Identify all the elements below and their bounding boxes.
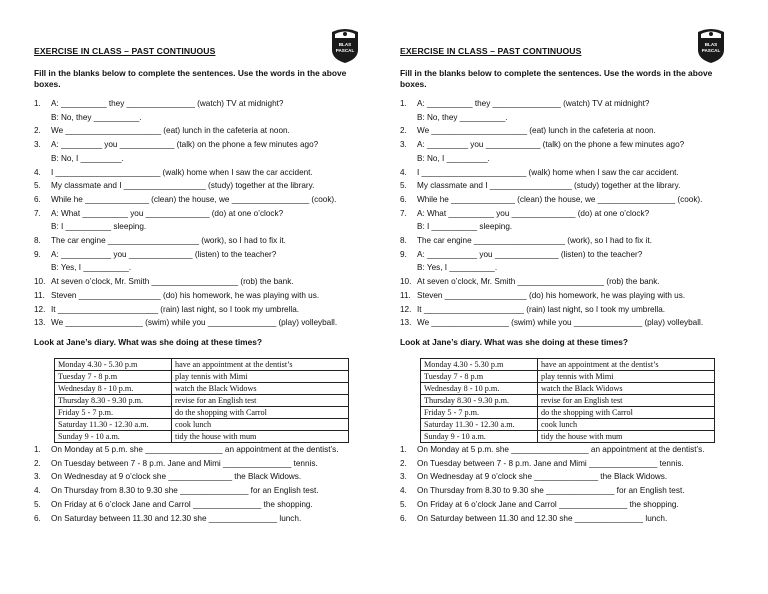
exercise-item	[34, 303, 374, 317]
question-text: On Tuesday between 7 - 8 p.m. Jane and Mimi _______________ tennis.	[51, 458, 318, 468]
item-number: 8.	[400, 236, 407, 246]
diary-activity: have an appointment at the dentist’s	[172, 359, 349, 371]
question-number: 4.	[400, 486, 407, 496]
item-text: A: ___________ you ______________ (listen) to the teacher?	[51, 249, 277, 259]
diary-question	[400, 498, 740, 512]
question-number: 3.	[400, 472, 407, 482]
item-text: We _____________________ (eat) lunch in the cafeteria at noon.	[417, 126, 656, 136]
item-number: 12.	[34, 304, 46, 314]
logo-text-line1: BLAS	[704, 42, 718, 47]
item-number: 3.	[34, 140, 41, 150]
logo-text-line1: BLAS	[338, 42, 352, 47]
exercise-item	[400, 207, 740, 221]
exercise-item	[400, 234, 740, 248]
diary-time: Saturday 11.30 - 12.30 a.m.	[421, 419, 538, 431]
exercise-1-list	[400, 97, 740, 330]
item-answer-line: B: I __________ sleeping.	[51, 222, 147, 232]
diary-time: Wednesday 8 - 10 p.m.	[421, 383, 538, 395]
item-text: The car engine ____________________ (work), so I had to fix it.	[51, 236, 286, 246]
exercise-item	[34, 138, 374, 152]
diary-time: Monday 4.30 - 5.30 p.m	[55, 359, 172, 371]
diary-activity: watch the Black Widows	[538, 383, 715, 395]
jane-diary-table	[420, 358, 715, 443]
section-2-title: Look at Jane’s diary. What was she doing at these times?	[34, 337, 263, 347]
item-text: A: What __________ you ______________ (do) at one o’clock?	[417, 208, 650, 218]
diary-activity: do the shopping with Carrol	[172, 407, 349, 419]
section-2-title: Look at Jane’s diary. What was she doing at these times?	[400, 337, 629, 347]
instructions: Fill in the blanks below to complete the sentences. Use the words in the above boxes.	[34, 68, 347, 89]
exercise-item	[400, 138, 740, 152]
question-text: On Wednesday at 9 o’clock she ______________ the Black Widows.	[417, 472, 668, 482]
diary-question	[34, 443, 374, 457]
diary-question	[400, 484, 740, 498]
exercise-2-list	[400, 443, 740, 525]
exercise-item	[400, 124, 740, 138]
diary-time: Saturday 11.30 - 12.30 a.m.	[55, 419, 172, 431]
item-number: 3.	[400, 140, 407, 150]
logo-text-line2: PASCAL	[335, 48, 355, 53]
question-number: 2.	[34, 458, 41, 468]
exercise-2-list	[34, 443, 374, 525]
school-crest-logo	[696, 24, 726, 64]
item-text: The car engine ____________________ (work), so I had to fix it.	[417, 236, 652, 246]
question-text: On Thursday from 8.30 to 9.30 she _______________ for an English test.	[417, 486, 685, 496]
exercise-item	[34, 166, 374, 180]
item-number: 12.	[400, 304, 412, 314]
diary-question	[400, 470, 740, 484]
question-text: On Wednesday at 9 o’clock she ______________ the Black Widows.	[51, 472, 302, 482]
school-crest-logo	[330, 24, 360, 64]
diary-row	[421, 395, 715, 407]
diary-activity: play tennis with Mimi	[172, 371, 349, 383]
item-text: A: What __________ you ______________ (do) at one o’clock?	[51, 208, 284, 218]
item-text: While he ______________ (clean) the house, we _________________ (cook).	[51, 194, 337, 204]
exercise-1-list	[34, 97, 374, 330]
instructions: Fill in the blanks below to complete the sentences. Use the words in the above boxes.	[400, 68, 713, 89]
exercise-item	[400, 193, 740, 207]
item-number: 7.	[34, 208, 41, 218]
diary-activity: watch the Black Widows	[172, 383, 349, 395]
item-text: A: __________ they _______________ (watch) TV at midnight?	[417, 99, 650, 108]
worksheet-copy-right	[400, 0, 766, 594]
diary-row	[55, 395, 349, 407]
question-text: On Friday at 6 o’clock Jane and Carrol _______________ the shopping.	[51, 499, 313, 509]
question-number: 4.	[34, 486, 41, 496]
diary-activity: do the shopping with Carrol	[538, 407, 715, 419]
item-number: 9.	[400, 249, 407, 259]
exercise-item	[400, 303, 740, 317]
item-number: 1.	[400, 99, 407, 108]
item-text: It ______________________ (rain) last night, so I took my umbrella.	[51, 304, 300, 314]
item-number: 1.	[34, 99, 41, 108]
item-text: At seven o’clock, Mr. Smith ___________________ (rob) the bank.	[417, 277, 660, 287]
diary-row	[421, 407, 715, 419]
item-answer-line: B: Yes, I __________.	[417, 263, 498, 273]
item-text: We _____________________ (eat) lunch in the cafeteria at noon.	[51, 126, 290, 136]
question-text: On Friday at 6 o’clock Jane and Carrol _______________ the shopping.	[417, 499, 679, 509]
diary-time: Thursday 8.30 - 9.30 p.m.	[55, 395, 172, 407]
item-text: Steven __________________ (do) his homework, he was playing with us.	[51, 290, 320, 300]
exercise-item	[400, 248, 740, 262]
diary-row	[55, 383, 349, 395]
worksheet-title: EXERCISE IN CLASS – PAST CONTINUOUS	[400, 46, 582, 56]
diary-time: Thursday 8.30 - 9.30 p.m.	[421, 395, 538, 407]
diary-row	[55, 431, 349, 443]
item-text: While he ______________ (clean) the house, we _________________ (cook).	[417, 194, 703, 204]
item-number: 13.	[400, 318, 412, 328]
diary-row	[421, 419, 715, 431]
diary-question	[34, 498, 374, 512]
item-text: We _________________ (swim) while you _______________ (play) volleyball.	[417, 318, 704, 328]
item-number: 8.	[34, 236, 41, 246]
exercise-item	[400, 179, 740, 193]
diary-activity: tidy the house with mum	[538, 431, 715, 443]
item-text: At seven o’clock, Mr. Smith ___________________ (rob) the bank.	[51, 277, 294, 287]
diary-row	[55, 359, 349, 371]
question-number: 6.	[34, 513, 41, 523]
diary-time: Tuesday 7 - 8 p.m	[421, 371, 538, 383]
item-text: A: __________ they _______________ (watch) TV at midnight?	[51, 99, 284, 108]
exercise-item	[34, 179, 374, 193]
question-text: On Monday at 5 p.m. she _________________ an appointment at the dentist’s.	[51, 445, 339, 454]
item-number: 4.	[34, 167, 41, 177]
exercise-item	[34, 207, 374, 221]
diary-activity: have an appointment at the dentist’s	[538, 359, 715, 371]
exercise-item	[34, 289, 374, 303]
diary-row	[421, 371, 715, 383]
diary-activity: revise for an English test	[538, 395, 715, 407]
item-number: 11.	[34, 290, 45, 300]
exercise-item	[34, 248, 374, 262]
question-text: On Saturday between 11.30 and 12.30 she _______________ lunch.	[51, 513, 302, 523]
diary-question	[400, 443, 740, 457]
exercise-item	[34, 275, 374, 289]
item-text: Steven __________________ (do) his homework, he was playing with us.	[417, 290, 686, 300]
item-number: 11.	[400, 290, 411, 300]
question-number: 1.	[400, 445, 407, 454]
item-number: 7.	[400, 208, 407, 218]
diary-question	[400, 512, 740, 526]
diary-activity: cook lunch	[172, 419, 349, 431]
item-number: 10.	[400, 277, 412, 287]
item-answer-line: B: Yes, I __________.	[51, 263, 132, 273]
item-answer-line: B: No, they __________.	[51, 112, 142, 122]
item-text: We _________________ (swim) while you _______________ (play) volleyball.	[51, 318, 338, 328]
diary-question	[34, 484, 374, 498]
diary-row	[421, 431, 715, 443]
item-number: 13.	[34, 318, 46, 328]
diary-activity: revise for an English test	[172, 395, 349, 407]
diary-row	[55, 407, 349, 419]
question-number: 1.	[34, 445, 41, 454]
item-text: My classmate and I __________________ (study) together at the library.	[417, 181, 681, 191]
exercise-item	[34, 316, 374, 330]
item-number: 2.	[400, 126, 407, 136]
item-number: 5.	[400, 181, 407, 191]
diary-time: Sunday 9 - 10 a.m.	[421, 431, 538, 443]
diary-activity: cook lunch	[538, 419, 715, 431]
exercise-item	[400, 275, 740, 289]
item-text: A: _________ you ____________ (talk) on the phone a few minutes ago?	[51, 140, 319, 150]
question-text: On Thursday from 8.30 to 9.30 she _______________ for an English test.	[51, 486, 319, 496]
item-answer-line: B: I __________ sleeping.	[417, 222, 513, 232]
question-number: 3.	[34, 472, 41, 482]
diary-time: Wednesday 8 - 10 p.m.	[55, 383, 172, 395]
question-number: 5.	[34, 499, 41, 509]
diary-question	[400, 457, 740, 471]
item-answer-line: B: No, I _________.	[417, 153, 490, 163]
item-text: My classmate and I __________________ (study) together at the library.	[51, 181, 315, 191]
item-number: 6.	[400, 194, 407, 204]
diary-row	[421, 383, 715, 395]
item-text: A: _________ you ____________ (talk) on the phone a few minutes ago?	[417, 140, 685, 150]
jane-diary-table	[54, 358, 349, 443]
exercise-item	[400, 289, 740, 303]
question-number: 2.	[400, 458, 407, 468]
item-text: A: ___________ you ______________ (listen) to the teacher?	[417, 249, 643, 259]
item-number: 2.	[34, 126, 41, 136]
diary-activity: play tennis with Mimi	[538, 371, 715, 383]
diary-row	[55, 419, 349, 431]
worksheet-title: EXERCISE IN CLASS – PAST CONTINUOUS	[34, 46, 216, 56]
question-number: 6.	[400, 513, 407, 523]
item-text: It ______________________ (rain) last night, so I took my umbrella.	[417, 304, 666, 314]
exercise-item	[34, 97, 374, 111]
question-text: On Monday at 5 p.m. she _________________ an appointment at the dentist’s.	[417, 445, 705, 454]
item-text: I _______________________ (walk) home when I saw the car accident.	[417, 167, 679, 177]
item-number: 4.	[400, 167, 407, 177]
worksheet-copy-left	[34, 0, 400, 594]
diary-question	[34, 470, 374, 484]
diary-question	[34, 512, 374, 526]
item-text: I _______________________ (walk) home when I saw the car accident.	[51, 167, 313, 177]
exercise-item	[34, 234, 374, 248]
exercise-item	[400, 166, 740, 180]
logo-text-line2: PASCAL	[701, 48, 721, 53]
exercise-item	[34, 124, 374, 138]
diary-time: Friday 5 - 7 p.m.	[421, 407, 538, 419]
diary-activity: tidy the house with mum	[172, 431, 349, 443]
item-answer-line: B: No, I _________.	[51, 153, 124, 163]
question-text: On Tuesday between 7 - 8 p.m. Jane and Mimi _______________ tennis.	[417, 458, 684, 468]
item-number: 10.	[34, 277, 46, 287]
diary-time: Tuesday 7 - 8 p.m	[55, 371, 172, 383]
question-number: 5.	[400, 499, 407, 509]
item-answer-line: B: No, they __________.	[417, 112, 508, 122]
item-number: 5.	[34, 181, 41, 191]
diary-time: Sunday 9 - 10 a.m.	[55, 431, 172, 443]
exercise-item	[400, 316, 740, 330]
diary-row	[421, 359, 715, 371]
exercise-item	[400, 97, 740, 111]
diary-time: Friday 5 - 7 p.m.	[55, 407, 172, 419]
diary-question	[34, 457, 374, 471]
item-number: 9.	[34, 249, 41, 259]
question-text: On Saturday between 11.30 and 12.30 she _______________ lunch.	[417, 513, 668, 523]
diary-time: Monday 4.30 - 5.30 p.m	[421, 359, 538, 371]
exercise-item	[34, 193, 374, 207]
item-number: 6.	[34, 194, 41, 204]
diary-row	[55, 371, 349, 383]
